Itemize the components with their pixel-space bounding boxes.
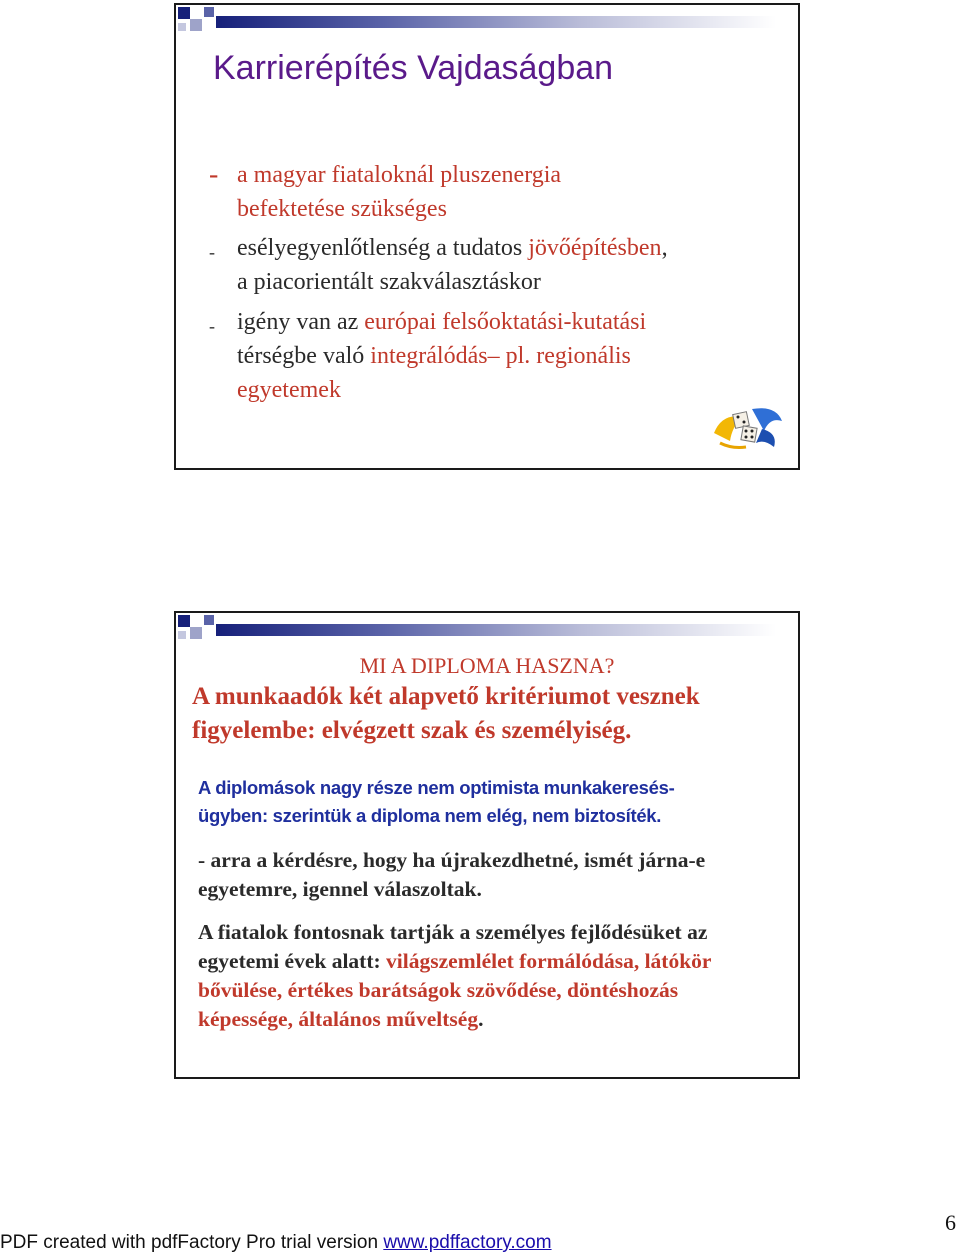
pdf-footer: PDF created with pdfFactory Pro trial version www.pdffactory.com (0, 1232, 552, 1253)
personal-development-line-2: egyetemi évek alatt: világszemlélet formálódása, látókör (198, 949, 712, 973)
graduates-pessimism-line-2: ügyben: szerintük a diploma nem elég, nem biztosíték. (198, 805, 662, 826)
personal-development-line-1: A fiatalok fontosnak tartják a személyes fejlődésüket az (198, 920, 708, 944)
page-number: 6 (945, 1210, 956, 1235)
slide-header-decoration (178, 7, 428, 35)
restart-question-line-1: - arra a kérdésre, hogy ha újrakezdhetné, ismét járna-e (198, 848, 706, 872)
dice-logo-icon (712, 403, 784, 453)
personal-development-line-3: bővülése, értékes barátságok szövődése, döntéshozás (198, 978, 679, 1002)
employer-criteria-line-2: figyelembe: elvégzett szak és személyiség. (192, 717, 632, 744)
slide-header-decoration (178, 615, 428, 643)
slide-heading: MI A DIPLOMA HASZNA? (359, 653, 615, 678)
slide-2 (174, 611, 800, 1079)
employer-criteria-line-1: A munkaadók két alapvető kritériumot vesznek (192, 683, 700, 710)
personal-development-line-4: képessége, általános műveltség. (198, 1007, 484, 1031)
slide-1: Karrierépítés Vajdaságban - a magyar fiataloknál pluszenergia befektetése szükséges - esélyegyenlőtlenség a tudatos jövőépítésben, a piacorientált szakválasztáskor - igény van az európai felsőoktatási-kutatási térségbe való integrálódás– pl. regionális egyetemek (174, 3, 800, 470)
pdffactory-link[interactable]: www.pdffactory.com (383, 1232, 552, 1253)
graduates-pessimism-line-1: A diplomások nagy része nem optimista munkakeresés- (198, 777, 675, 798)
restart-question-line-2: egyetemre, igennel válaszoltak. (198, 877, 482, 901)
slide-title: Karrierépítés Vajdaságban (213, 49, 614, 87)
